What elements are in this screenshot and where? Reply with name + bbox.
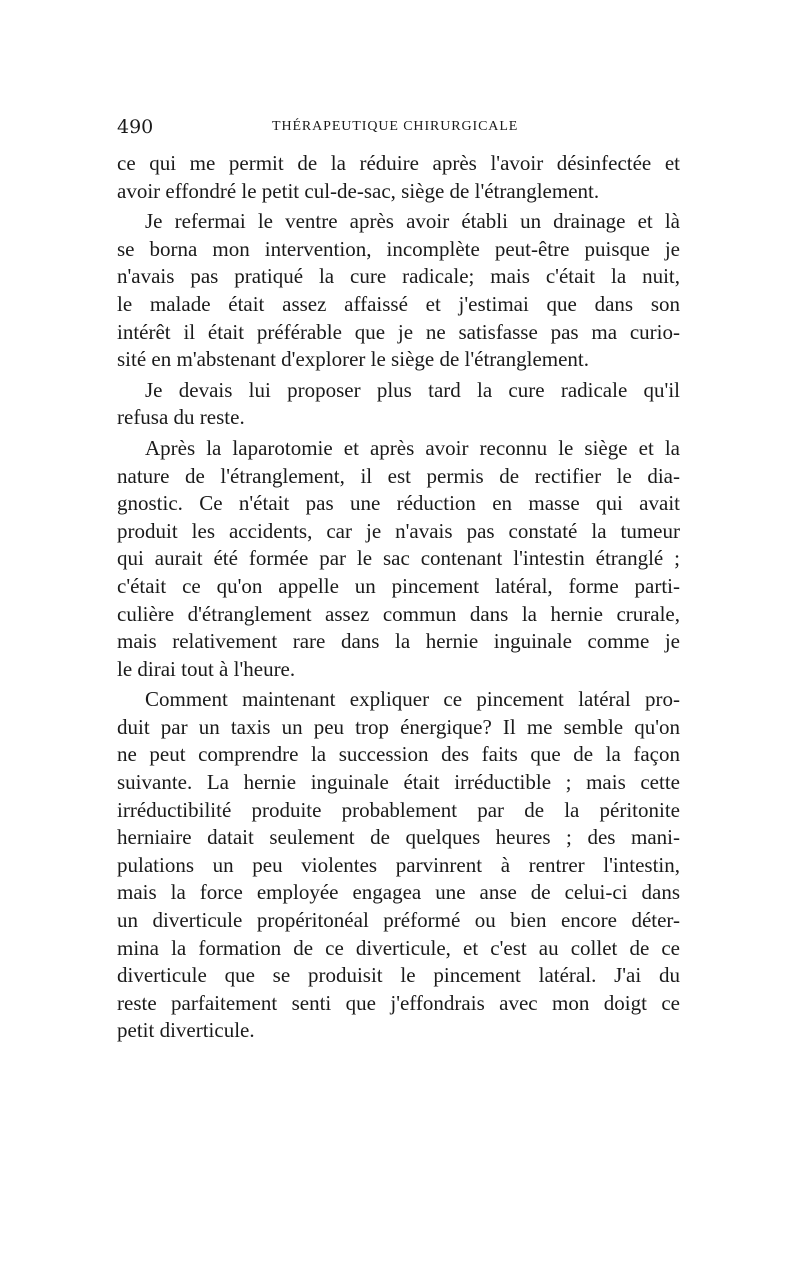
text-line: Après la laparotomie et après avoir reconnu le siège et la xyxy=(145,435,680,460)
text-line: avoir effondré le petit cul-de-sac, siège de l'étranglement. xyxy=(117,178,600,203)
text-line: ne peut comprendre la succession des faits que de la façon xyxy=(117,742,680,767)
text-line: diverticule que se produisit le pincement latéral. J'ai du xyxy=(117,963,680,988)
text-line: mais la force employée engagea une anse de celui-ci dans xyxy=(117,880,680,905)
text-line: Je devais lui proposer plus tard la cure radicale qu'il xyxy=(145,377,680,402)
text-line: duit par un taxis un peu trop énergique? Il me semble qu'on xyxy=(117,714,680,739)
text-line: un diverticule propéritonéal préformé ou bien encore déter- xyxy=(117,908,680,933)
page-number: 490 xyxy=(117,116,154,138)
text-line: Comment maintenant expliquer ce pincement latéral pro- xyxy=(145,687,680,712)
text-line: le dirai tout à l'heure. xyxy=(117,656,296,681)
text-line: gnostic. Ce n'était pas une réduction en masse qui avait xyxy=(117,491,680,516)
text-line: ce qui me permit de la réduire après l'avoir désinfectée et xyxy=(117,151,680,175)
running-title: THÉRAPEUTIQUE CHIRURGICALE xyxy=(272,119,519,134)
paragraph xyxy=(117,377,680,432)
text-line: mais relativement rare dans la hernie inguinale comme je xyxy=(117,629,680,654)
text-line: reste parfaitement senti que j'effondrais avec mon doigt ce xyxy=(117,990,680,1015)
paragraph xyxy=(117,435,680,683)
paragraph xyxy=(117,150,680,205)
text-line: herniaire datait seulement de quelques heures ; des mani- xyxy=(117,825,680,850)
text-line: culière d'étranglement assez commun dans la hernie crurale, xyxy=(117,601,680,626)
text-line: intérêt il était préférable que je ne satisfasse pas ma curio- xyxy=(117,319,680,344)
text-line: Je refermai le ventre après avoir établi un drainage et là xyxy=(145,209,680,234)
text-line: produit les accidents, car je n'avais pas constaté la tumeur xyxy=(117,518,680,543)
text-line: sité en m'abstenant d'explorer le siège de l'étranglement. xyxy=(117,347,590,372)
text-line: suivante. La hernie inguinale était irréductible ; mais cette xyxy=(117,770,680,795)
text-line: refusa du reste. xyxy=(117,405,245,430)
text-line: pulations un peu violentes parvinrent à rentrer l'intestin, xyxy=(117,852,680,877)
text-line: irréductibilité produite probablement par de la péritonite xyxy=(117,797,680,822)
text-line: nature de l'étranglement, il est permis de rectifier le dia- xyxy=(117,463,680,488)
running-header xyxy=(117,116,679,140)
text-line: mina la formation de ce diverticule, et c'est au collet de ce xyxy=(117,935,680,960)
text-line: petit diverticule. xyxy=(117,1018,255,1043)
text-line: se borna mon intervention, incomplète peut-être puisque je xyxy=(117,236,680,261)
paragraph xyxy=(117,208,680,374)
paragraph xyxy=(117,686,680,1045)
body-text xyxy=(117,150,680,1048)
text-line: qui aurait été formée par le sac contenant l'intestin étranglé ; xyxy=(117,546,680,571)
text-line: n'avais pas pratiqué la cure radicale; mais c'était la nuit, xyxy=(117,264,680,289)
text-line: le malade était assez affaissé et j'estimai que dans son xyxy=(117,291,680,316)
text-line: c'était ce qu'on appelle un pincement latéral, forme parti- xyxy=(117,573,680,598)
